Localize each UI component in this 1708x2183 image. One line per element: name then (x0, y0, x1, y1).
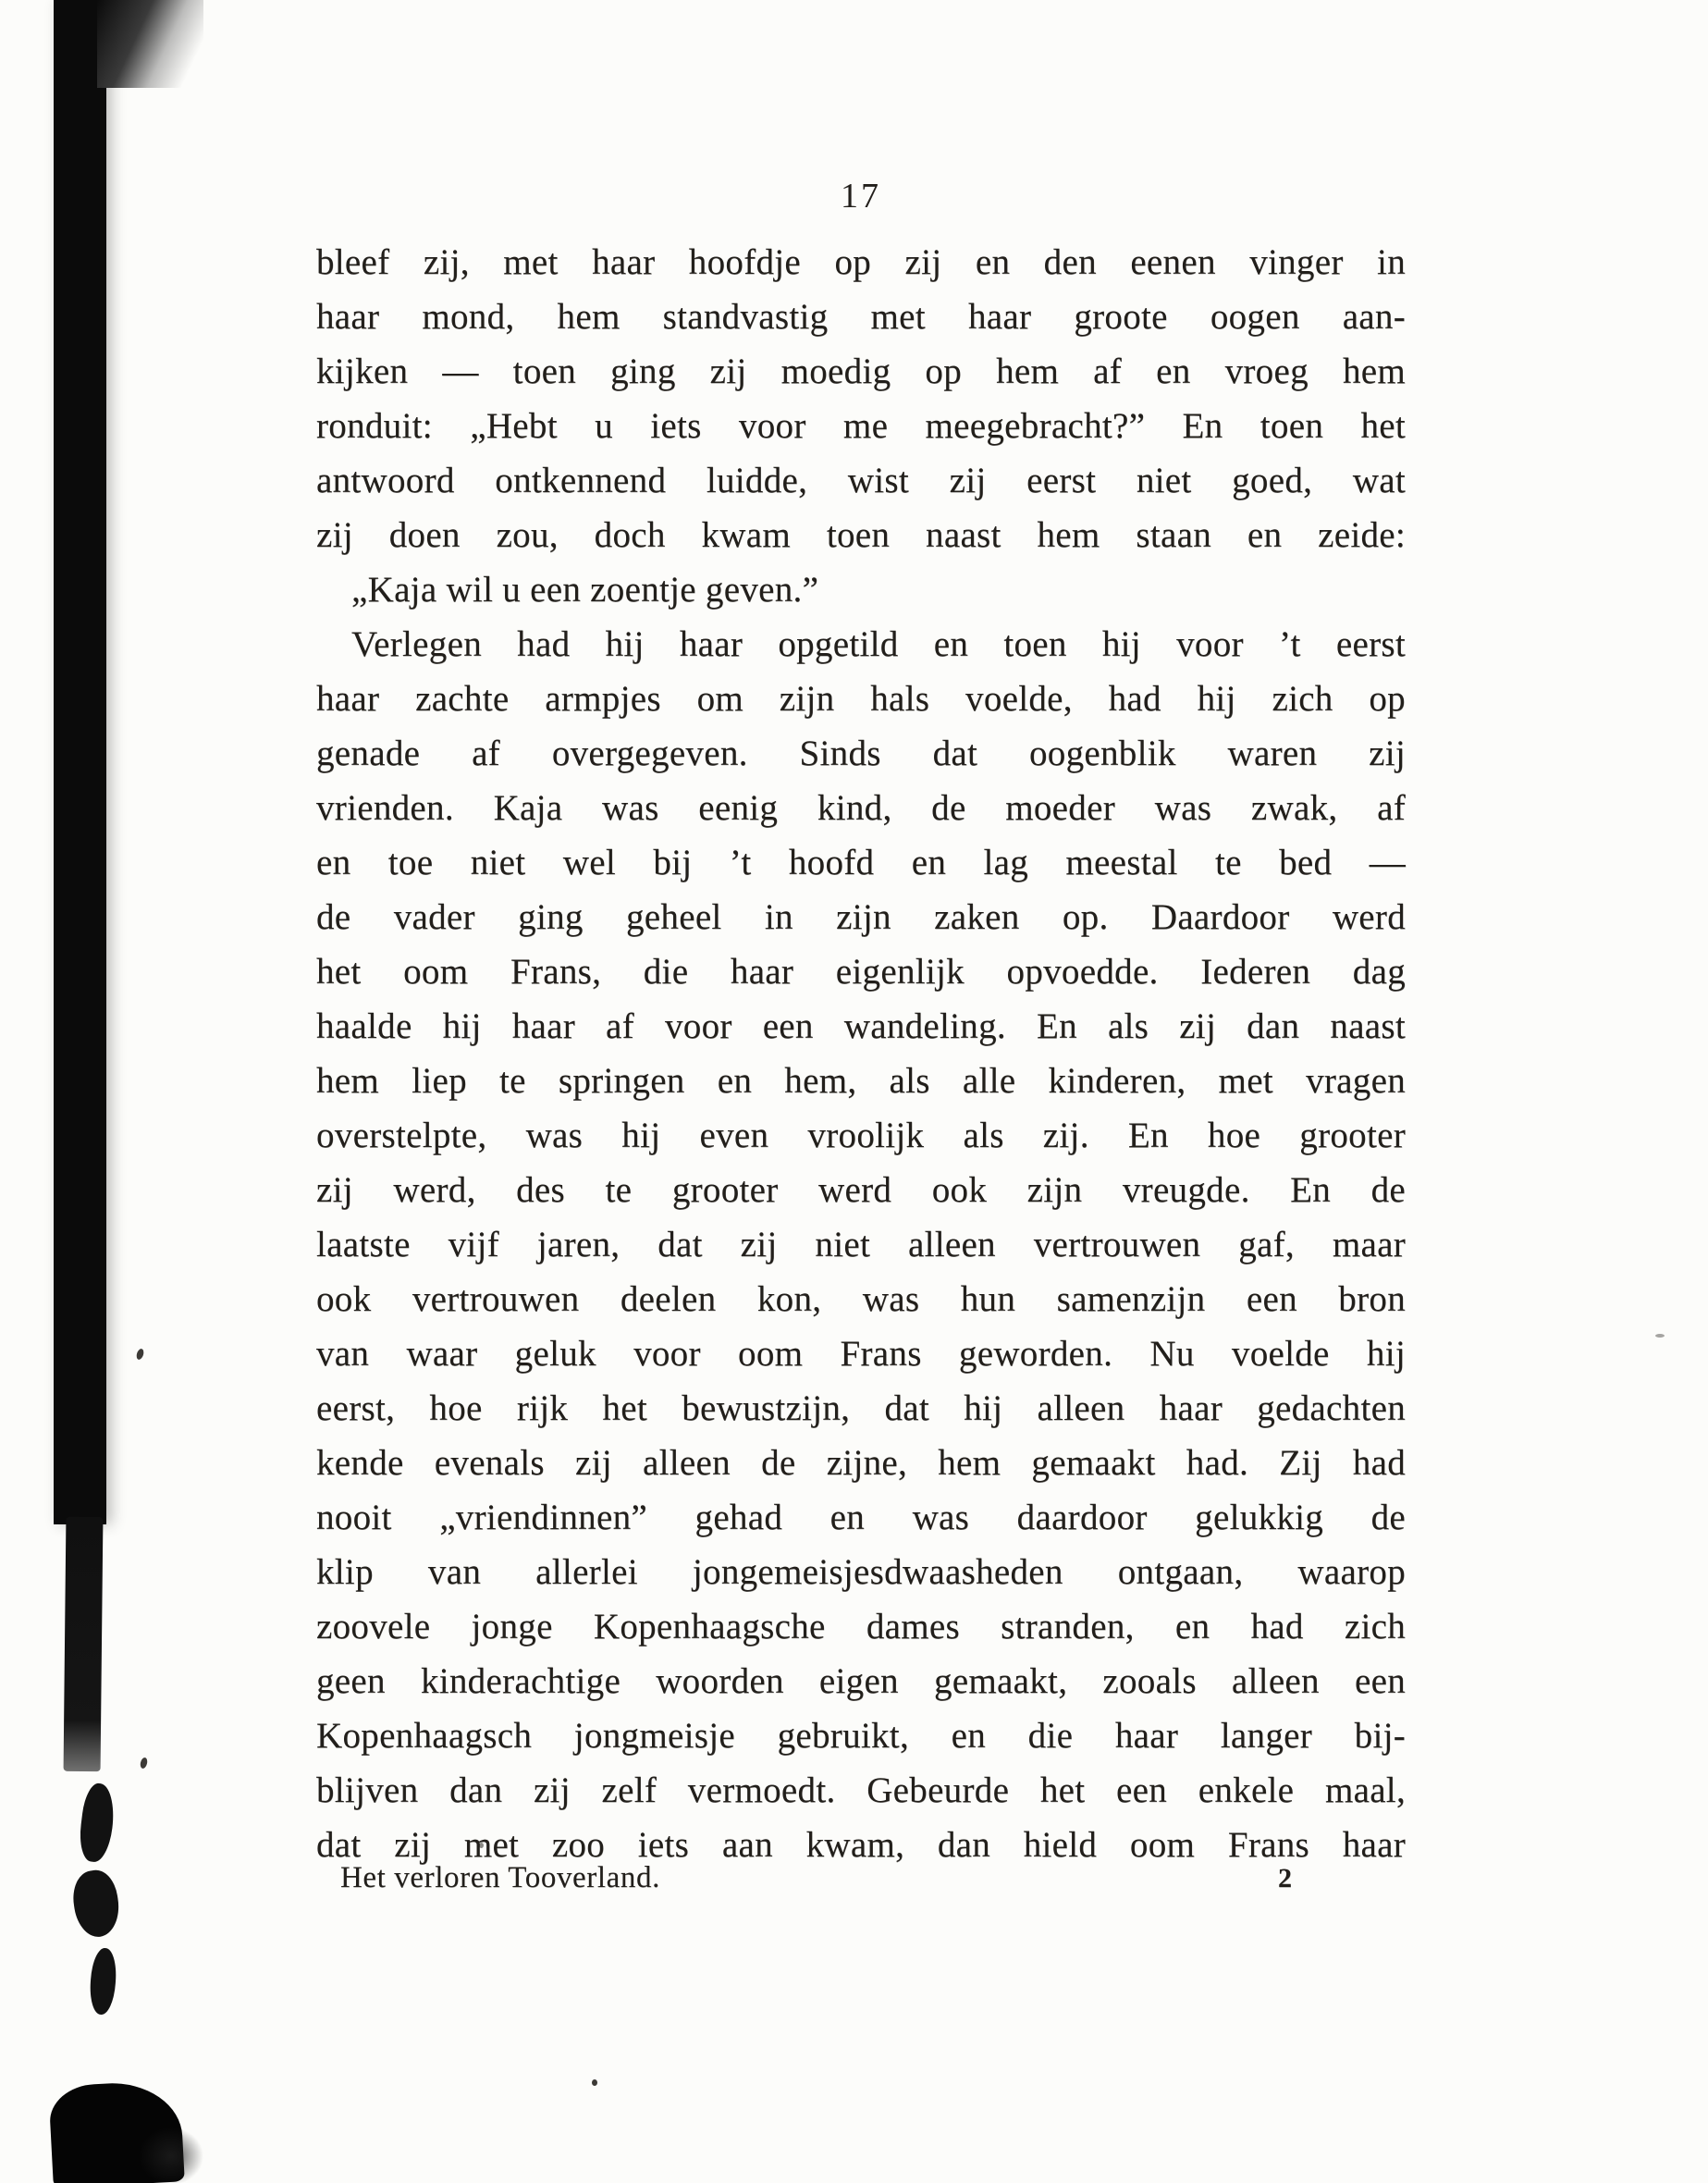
signature-number: 2 (1278, 1863, 1292, 1893)
text-line: zij werd, des te grooter werd ook zijn vreugde. En de (316, 1170, 1406, 1210)
binding-edge-bar (54, 0, 106, 1524)
text-line: kijken — toen ging zij moedig op hem af en vroeg hem (316, 352, 1406, 391)
text-line: klip van allerlei jongemeisjesdwaasheden ontgaan, waarop (316, 1552, 1406, 1592)
binding-top-smudge (97, 0, 203, 88)
text-line: hem liep te springen en hem, als alle kinderen, met vragen (316, 1061, 1406, 1101)
page-footer (316, 1861, 1406, 1907)
text-line: het oom Frans, die haar eigenlijk opvoedde. Iederen dag (316, 952, 1406, 992)
text-line: de vader ging geheel in zijn zaken op. Daardoor werd (316, 897, 1406, 937)
text-line: Verlegen had hij haar opgetild en toen hij voor ’t eerst (351, 624, 1406, 664)
ink-blot (69, 1868, 124, 1941)
text-line: ronduit: „Hebt u iets voor me meegebracht?” En toen het (316, 406, 1406, 446)
text-line: overstelpte, was hij even vroolijk als zij. En hoe grooter (316, 1116, 1406, 1155)
text-line: vrienden. Kaja was eenig kind, de moeder was zwak, af (316, 788, 1406, 828)
text-line: Kopenhaagsch jongmeisje gebruikt, en die haar langer bij- (316, 1716, 1406, 1756)
text-line: blijven dan zij zelf vermoedt. Gebeurde het een enkele maal, (316, 1770, 1406, 1810)
ink-blot (77, 1782, 117, 1864)
text-line: genade af overgegeven. Sinds dat oogenblik waren zij (316, 734, 1406, 773)
text-line: haar mond, hem standvastig met haar groote oogen aan- (316, 297, 1406, 337)
text-line: eerst, hoe rijk het bewustzijn, dat hij alleen haar gedachten (316, 1388, 1406, 1428)
text-line: zoovele jonge Kopenhaagsche dames stranden, en had zich (316, 1607, 1406, 1646)
text-line: ook vertrouwen deelen kon, was hun samenzijn een bron (316, 1279, 1406, 1319)
ink-blot (89, 1947, 118, 2016)
binding-edge-lower (64, 1517, 104, 1771)
text-line: nooit „vriendinnen” gehad en was daardoor gelukkig de (316, 1498, 1406, 1537)
text-line: dat zij met zoo iets aan kwam, dan hield oom Frans haar (316, 1825, 1406, 1865)
ink-blot (139, 2128, 203, 2183)
scan-speck (140, 1757, 149, 1769)
scan-speck (1655, 1334, 1665, 1338)
text-line: kende evenals zij alleen de zijne, hem gemaakt had. Zij had (316, 1443, 1406, 1483)
text-line: zij doen zou, doch kwam toen naast hem staan en zeide: (316, 515, 1406, 555)
text-line: bleef zij, met haar hoofdje op zij en den eenen vinger in (316, 242, 1406, 282)
running-title: Het verloren Tooverland. (340, 1861, 660, 1894)
text-line: en toe niet wel bij ’t hoofd en lag meestal te bed — (316, 843, 1406, 882)
scan-speck (592, 2079, 597, 2086)
page-number: 17 (841, 177, 881, 216)
text-line: van waar geluk voor oom Frans geworden. Nu voelde hij (316, 1334, 1406, 1374)
text-line: haalde hij haar af voor een wandeling. En als zij dan naast (316, 1006, 1406, 1046)
text-line: haar zachte armpjes om zijn hals voelde, had hij zich op (316, 679, 1406, 719)
text-block (316, 235, 1406, 1872)
text-line: laatste vijf jaren, dat zij niet alleen vertrouwen gaf, maar (316, 1225, 1406, 1264)
text-line: antwoord ontkennend luidde, wist zij eerst niet goed, wat (316, 461, 1406, 500)
text-line: geen kinderachtige woorden eigen gemaakt, zooals alleen een (316, 1661, 1406, 1701)
scan-speck (135, 1348, 144, 1361)
text-line: „Kaja wil u een zoentje geven.” (351, 570, 819, 610)
